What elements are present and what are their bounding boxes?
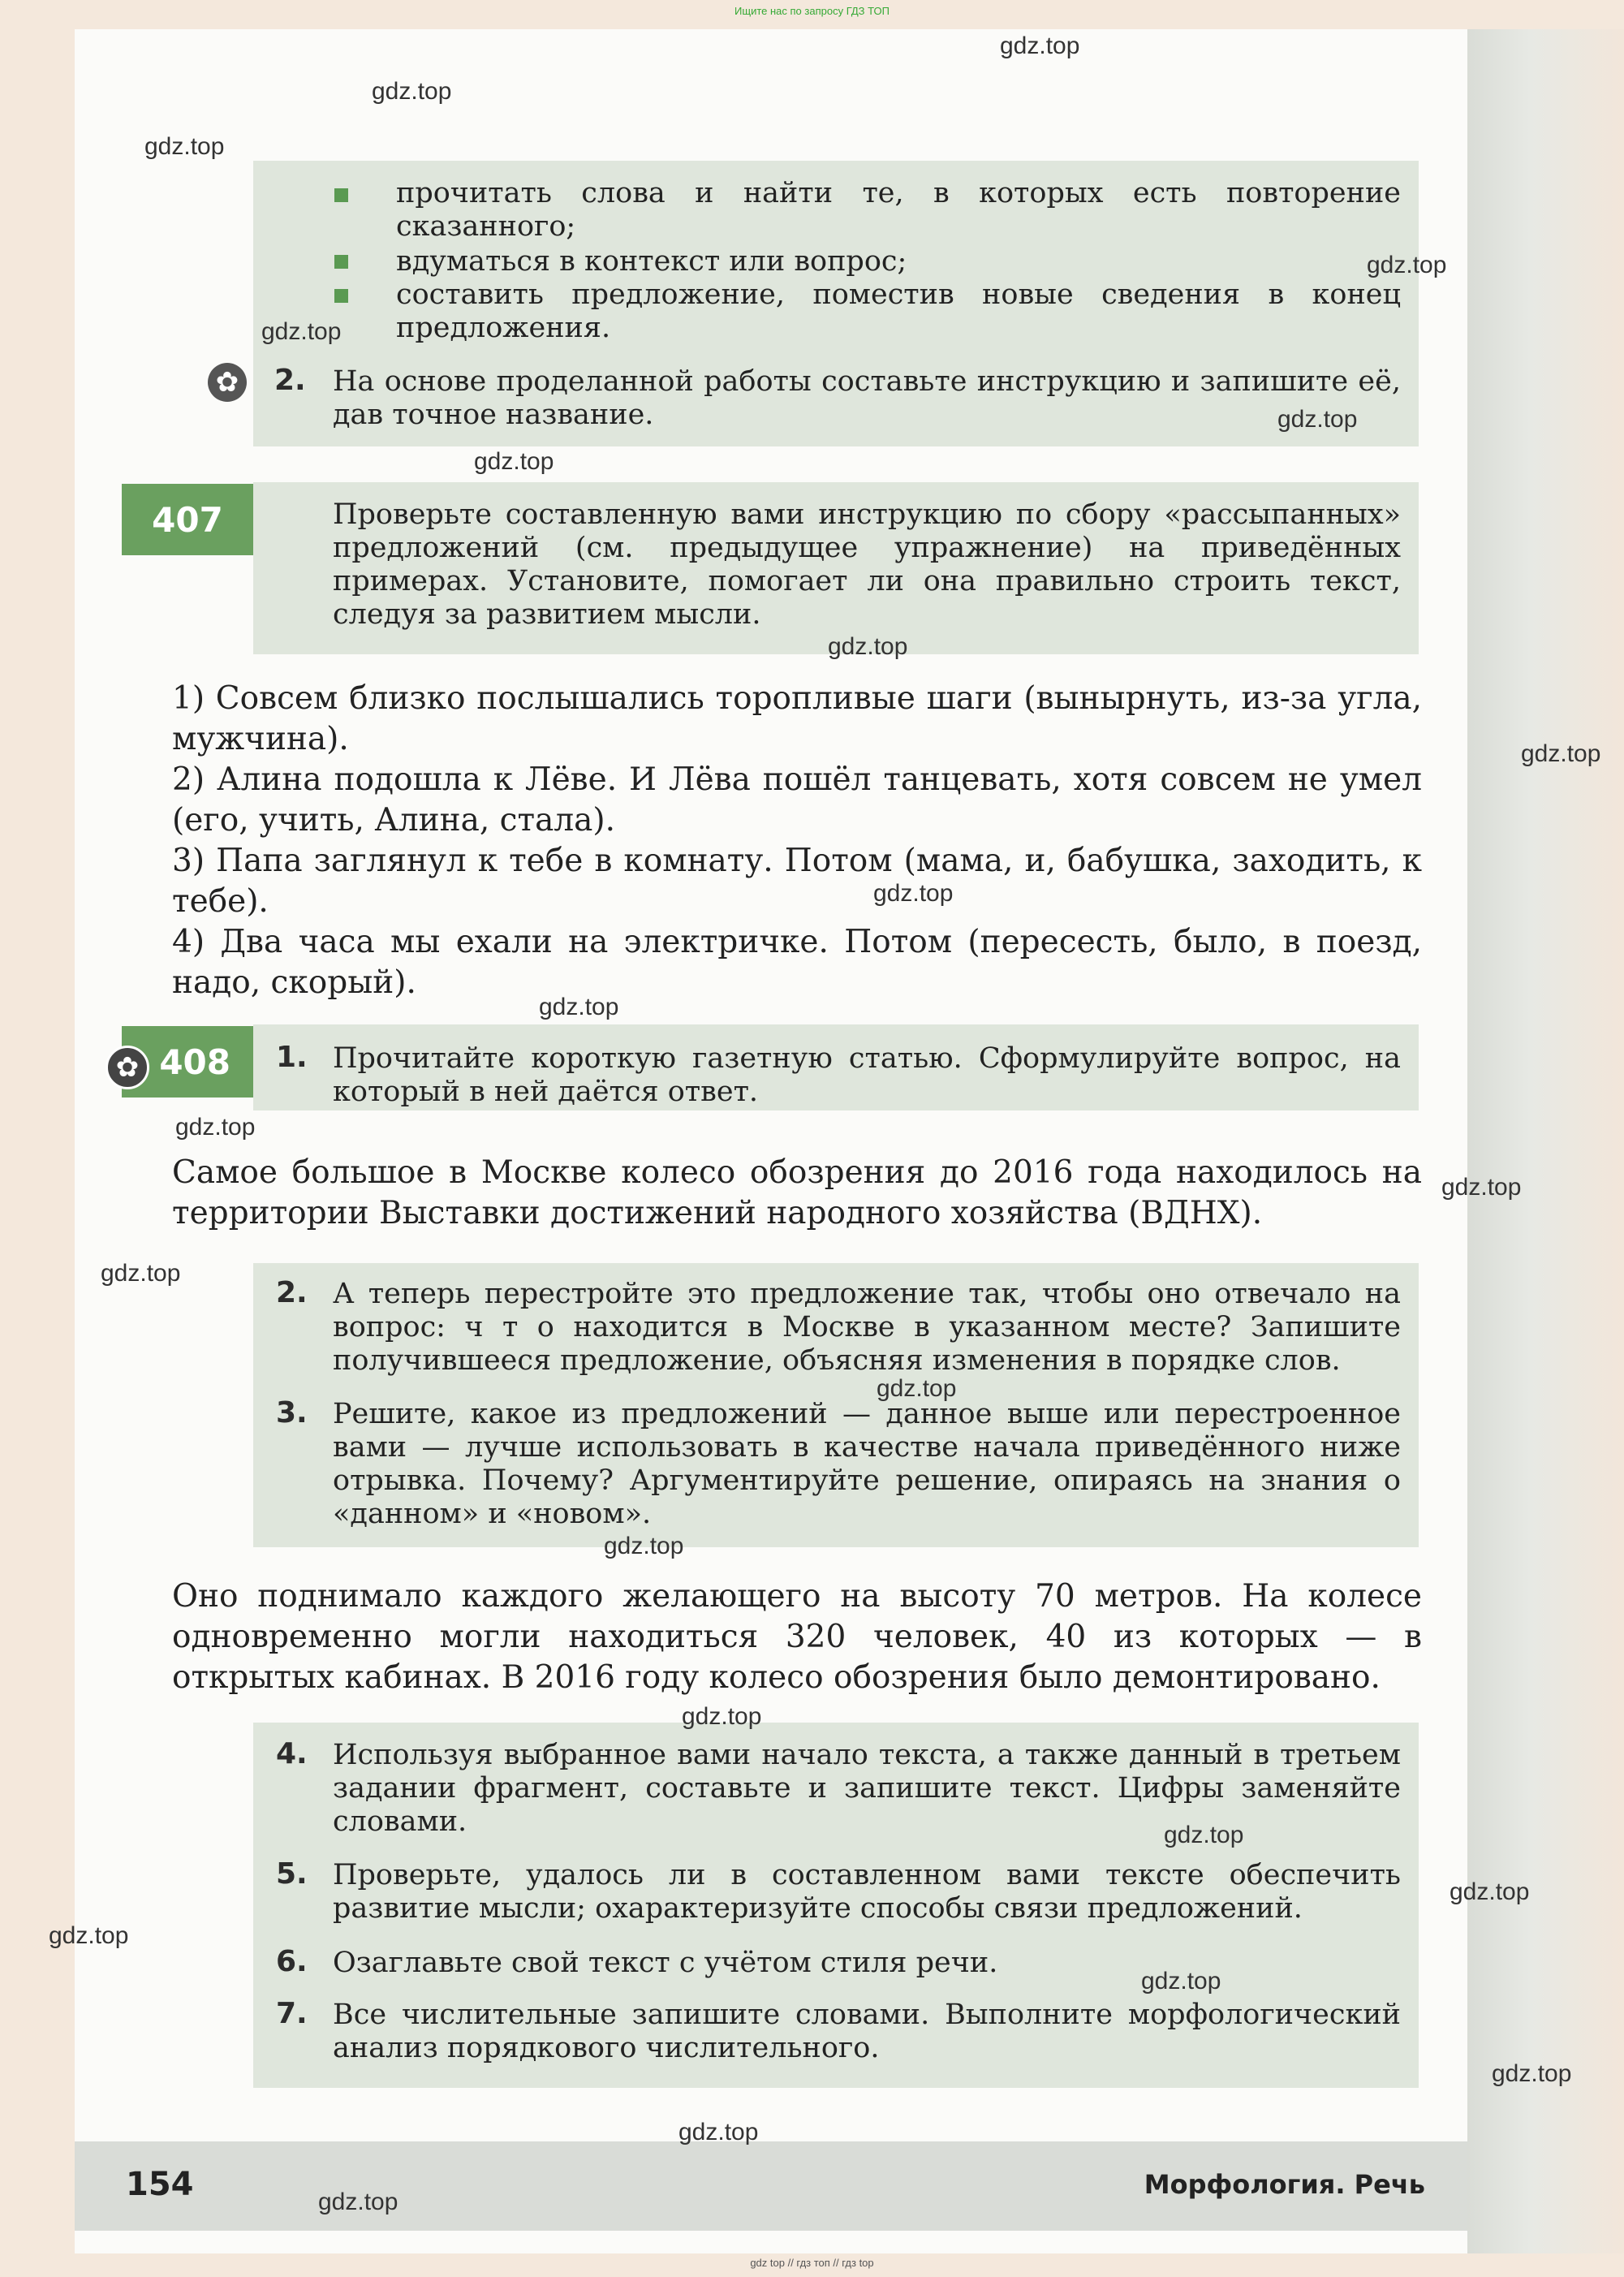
watermark: gdz.top	[828, 633, 908, 660]
watermark: gdz.top	[682, 1703, 762, 1730]
task-408-3-text: Решите, какое из предложений — данное выше или перестроенное вами — лучше использовать в качестве начала приведённого ниже отрывка. Почему? Аргументируйте решение, опираясь на знания о «данном» и «новом».	[333, 1398, 1401, 1530]
watermark: gdz.top	[1164, 1822, 1244, 1848]
task-408-7-text: Все числительные запишите словами. Выполните морфологический анализ порядкового числительного.	[333, 1999, 1401, 2064]
creative-task-icon: ✿	[106, 1046, 149, 1089]
watermark: gdz.top	[49, 1922, 129, 1949]
watermark: gdz.top	[604, 1533, 684, 1559]
page-edge	[1467, 29, 1624, 2253]
task-number: 6.	[276, 1945, 308, 1978]
task-number: 1.	[276, 1041, 308, 1074]
watermark: gdz.top	[474, 448, 554, 475]
bullet-text-3: составить предложение, поместив новые сведения в конец предложения.	[396, 278, 1401, 344]
watermark: gdz.top	[318, 2189, 398, 2215]
watermark: gdz.top	[678, 2119, 759, 2145]
watermark: gdz.top	[1000, 32, 1080, 59]
exercise-number-407: 407	[122, 484, 253, 555]
example-2: 2) Алина подошла к Лёве. И Лёва пошёл танцевать, хотя совсем не умел (его, учить, Алина, стала).	[172, 761, 1422, 839]
watermark: gdz.top	[175, 1114, 256, 1141]
watermark: gdz.top	[1367, 252, 1447, 278]
bullet-icon	[334, 255, 348, 269]
bullet-text-1: прочитать слова и найти те, в которых есть повторение сказанного;	[396, 177, 1401, 243]
example-4: 4) Два часа мы ехали на электричке. Потом (пересесть, было, в поезд, надо, скорый).	[172, 924, 1422, 1001]
bottom-note: gdz top // гдз топ // гдз top	[750, 2257, 874, 2269]
bullet-text-2: вдуматься в контекст или вопрос;	[396, 245, 907, 278]
watermark: gdz.top	[1492, 2060, 1572, 2087]
exercise-407-instruction: Проверьте составленную вами инструкцию по сбору «рассыпанных» предложений (см. предыдущее упражнение) на приведённых примерах. Установите, помогает ли она правильно строить текст, следуя за развитием мысли.	[333, 498, 1401, 631]
ferris-wheel-passage: Оно поднимало каждого желающего на высоту 70 метров. На колесе одновременно могли находиться 320 человек, 40 из которых — в открытых кабинах. В 2016 году колесо обозрения было демонтировано.	[172, 1578, 1422, 1696]
section-title: Морфология. Речь	[1144, 2169, 1425, 2200]
task-408-5-text: Проверьте, удалось ли в составленном вами тексте обеспечить развитие мысли; охарактеризуйте способы связи предложений.	[333, 1859, 1401, 1925]
bullet-icon	[334, 188, 348, 202]
watermark: gdz.top	[1277, 406, 1358, 433]
task-number: 2.	[274, 364, 306, 397]
watermark: gdz.top	[1521, 740, 1601, 767]
top-note: Ищите нас по запросу ГДЗ ТОП	[734, 5, 890, 17]
task-408-1-text: Прочитайте короткую газетную статью. Сформулируйте вопрос, на который в ней даётся ответ.	[333, 1042, 1401, 1108]
watermark: gdz.top	[372, 78, 452, 105]
task-number: 5.	[276, 1857, 308, 1891]
watermark: gdz.top	[261, 318, 342, 345]
page-number: 154	[126, 2166, 194, 2203]
task-408-4-text: Используя выбранное вами начало текста, а также данный в третьем задании фрагмент, составьте и запишите текст. Цифры заменяйте словами.	[333, 1739, 1401, 1838]
watermark: gdz.top	[101, 1260, 181, 1287]
task-408-2-text: А теперь перестройте это предложение так, чтобы оно отвечало на вопрос: ч т о находится в Москве в указанном месте? Запишите получившееся предложение, объясняя изменения в порядке слов.	[333, 1278, 1401, 1377]
task-number: 7.	[276, 1997, 308, 2030]
example-1: 1) Совсем близко послышались торопливые шаги (вынырнуть, из-за угла, мужчина).	[172, 680, 1422, 757]
bullet-icon	[334, 289, 348, 303]
task-number: 3.	[276, 1396, 308, 1430]
watermark: gdz.top	[877, 1375, 957, 1402]
task-408-6-text: Озаглавьте свой текст с учётом стиля речи.	[333, 1947, 998, 1979]
task-number: 2.	[276, 1276, 308, 1309]
example-3: 3) Папа заглянул к тебе в комнату. Потом (мама, и, бабушка, заходить, к тебе).	[172, 843, 1422, 920]
newspaper-sentence: Самое большое в Москве колесо обозрения до 2016 года находилось на территории Выставки достижений народного хозяйства (ВДНХ).	[172, 1154, 1422, 1231]
task-406-2-text: На основе проделанной работы составьте инструкцию и запишите её, дав точное название.	[333, 365, 1401, 431]
task-number: 4.	[276, 1737, 308, 1770]
watermark: gdz.top	[144, 133, 225, 160]
exercise-number-408: 408	[122, 1026, 253, 1098]
watermark: gdz.top	[873, 880, 954, 907]
creative-task-icon: ✿	[208, 363, 247, 402]
watermark: gdz.top	[1450, 1878, 1530, 1905]
watermark: gdz.top	[1441, 1174, 1522, 1201]
watermark: gdz.top	[1141, 1968, 1221, 1995]
watermark: gdz.top	[539, 994, 619, 1020]
